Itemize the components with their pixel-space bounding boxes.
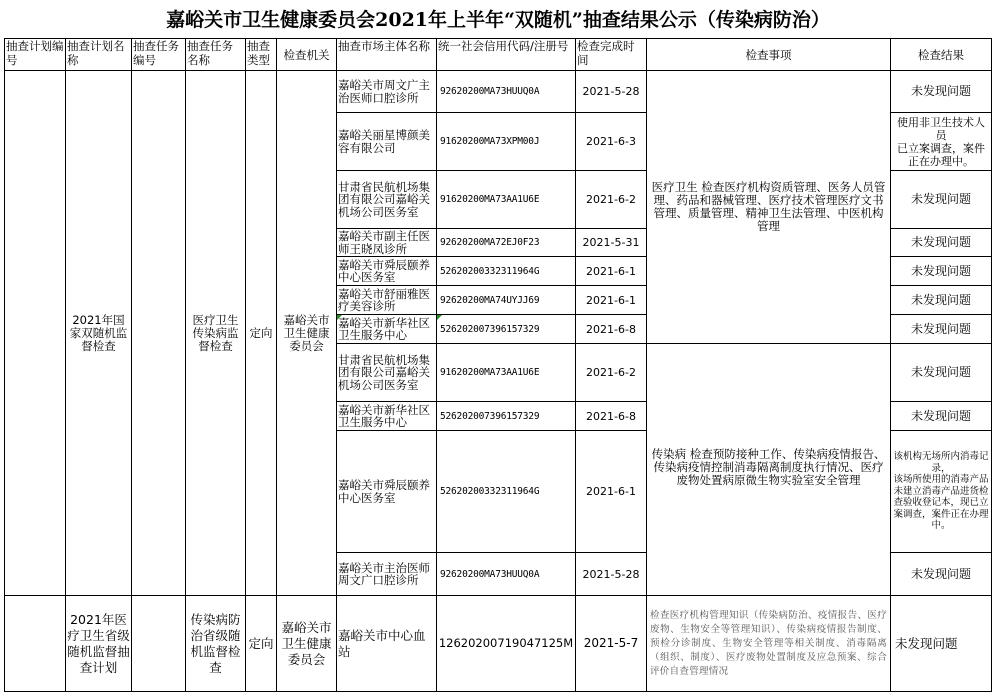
task-name: 医疗卫生传染病监督检查 xyxy=(186,71,246,596)
entity-name: 嘉峪关丽星博颜美容有限公司 xyxy=(337,113,437,171)
header-cell: 抽查任务编号 xyxy=(132,39,186,71)
credit-code: 52620200332311964G xyxy=(437,431,576,553)
task-number xyxy=(132,596,186,692)
check-result: 该机构无场所内消毒记录， 该场所使用的消毒产品 未建立消毒产品进货检查验收登记本，现已立案调查，案件正在办理中。 xyxy=(891,431,992,553)
credit-code: 52620200332311964G xyxy=(437,257,576,286)
check-result: 未发现问题 xyxy=(891,402,992,431)
header-cell: 检查机关 xyxy=(277,39,337,71)
check-result: 未发现问题 xyxy=(891,171,992,229)
credit-code: 92620200MA73HUUQ0A xyxy=(437,553,576,596)
check-result: 未发现问题 xyxy=(891,71,992,113)
check-agency: 嘉峪关市卫生健康委员会 xyxy=(277,596,337,692)
entity-name: 嘉峪关市主治医师周文广口腔诊所 xyxy=(337,553,437,596)
completion-date: 2021-5-28 xyxy=(576,71,647,113)
completion-date: 2021-5-31 xyxy=(576,229,647,257)
table-row xyxy=(5,71,992,113)
completion-date: 2021-6-1 xyxy=(576,286,647,315)
header-cell: 抽查计划编号 xyxy=(5,39,66,71)
header-cell: 检查结果 xyxy=(891,39,992,71)
check-result: 未发现问题 xyxy=(891,315,992,344)
completion-date: 2021-6-2 xyxy=(576,344,647,402)
check-type: 定向 xyxy=(246,71,277,596)
header-cell: 抽查类型 xyxy=(246,39,277,71)
header-cell: 检查完成时间 xyxy=(576,39,647,71)
entity-name: 甘肃省民航机场集团有限公司嘉峪关机场公司医务室 xyxy=(337,171,437,229)
credit-code: 52620200739615732​9 xyxy=(437,315,576,344)
completion-date: 2021-6-1 xyxy=(576,431,647,553)
entity-name: 嘉峪关市新华社区卫生服务中心 xyxy=(337,315,437,344)
plan-name: 2021年国家双随机监督检查 xyxy=(66,71,132,596)
plan-number xyxy=(5,596,66,692)
credit-code: 92620200MA74UYJJ69 xyxy=(437,286,576,315)
table-row xyxy=(5,596,992,692)
entity-name: 嘉峪关市周文广主治医师口腔诊所 xyxy=(337,71,437,113)
check-result: 未发现问题 xyxy=(891,596,992,692)
check-result: 未发现问题 xyxy=(891,229,992,257)
completion-date: 2021-6-3 xyxy=(576,113,647,171)
credit-code: 526202007396157329 xyxy=(437,402,576,431)
completion-date: 2021-6-8 xyxy=(576,402,647,431)
entity-name: 嘉峪关市舒丽雅医疗美容诊所 xyxy=(337,286,437,315)
credit-code: 91620200MA73XPM00J xyxy=(437,113,576,171)
plan-number xyxy=(5,71,66,596)
task-name: 传染病防治省级随机监督检查 xyxy=(186,596,246,692)
completion-date: 2021-5-28 xyxy=(576,553,647,596)
credit-code: 92620200MA72EJ0F23 xyxy=(437,229,576,257)
credit-code: 12620200719047125M xyxy=(437,596,576,692)
results-table xyxy=(4,38,992,692)
check-items: 医疗卫生 检查医疗机构资质管理、医务人员管理、药品和器械管理、医疗技术管理医疗文书管理、质量管理、精神卫生法管理、中医机构管理 xyxy=(647,71,891,344)
credit-code: 91620200MA73AA1U6E xyxy=(437,171,576,229)
check-agency: 嘉峪关市卫生健康委员会 xyxy=(277,71,337,596)
completion-date: 2021-6-1 xyxy=(576,257,647,286)
check-items: 传染病 检查预防接种工作、传染病疫情报告、传染病疫情控制消毒隔离制度执行情况、医疗废物处置病原微生物实验室安全管理 xyxy=(647,344,891,596)
header-cell: 抽查计划名称 xyxy=(66,39,132,71)
entity-name: 嘉峪关市新华社区卫生服务中心 xyxy=(337,402,437,431)
task-number xyxy=(132,71,186,596)
entity-name: 嘉峪关市舜辰颐养中心医务室 xyxy=(337,257,437,286)
header-row xyxy=(5,39,992,71)
header-cell: 检查事项 xyxy=(647,39,891,71)
credit-code: 92620200MA73HUUQ0A xyxy=(437,71,576,113)
entity-name: 甘肃省民航机场集团有限公司嘉峪关机场公司医务室 xyxy=(337,344,437,402)
check-result: 未发现问题 xyxy=(891,553,992,596)
check-items: 检查医疗机构管理知识（传染病防治、疫情报告、医疗废物、生物安全等管理知识）、传染病疫情报告制度、预检分诊制度、生物安全管理等相关制度、消毒隔离（组织、制度）、医疗废物处置制度及应急预案、综合评价自查管理情况 xyxy=(647,596,891,692)
header-cell: 抽查任务名称 xyxy=(186,39,246,71)
check-result: 未发现问题 xyxy=(891,257,992,286)
check-result: 使用非卫生技术人员 已立案调查，案件正在办理中。 xyxy=(891,113,992,171)
entity-name: 嘉峪关市舜辰颐养中心医务室 xyxy=(337,431,437,553)
header-cell: 抽查市场主体名称 xyxy=(337,39,437,71)
completion-date: 2021-6-8 xyxy=(576,315,647,344)
completion-date: 2021-5-7 xyxy=(576,596,647,692)
page-title: 嘉峪关市卫生健康委员会2021年上半年“双随机”抽查结果公示（传染病防治） xyxy=(166,9,830,31)
entity-name: 嘉峪关市中心血站 xyxy=(337,596,437,692)
check-result: 未发现问题 xyxy=(891,286,992,315)
check-type: 定向 xyxy=(246,596,277,692)
check-result: 未发现问题 xyxy=(891,344,992,402)
credit-code: 91620200MA73AA1U6E xyxy=(437,344,576,402)
completion-date: 2021-6-2 xyxy=(576,171,647,229)
header-cell: 统一社会信用代码/注册号 xyxy=(437,39,576,71)
plan-name: 2021年医疗卫生省级随机监督抽查计划 xyxy=(66,596,132,692)
entity-name: 嘉峪关市副主任医师王晓凤诊所 xyxy=(337,229,437,257)
